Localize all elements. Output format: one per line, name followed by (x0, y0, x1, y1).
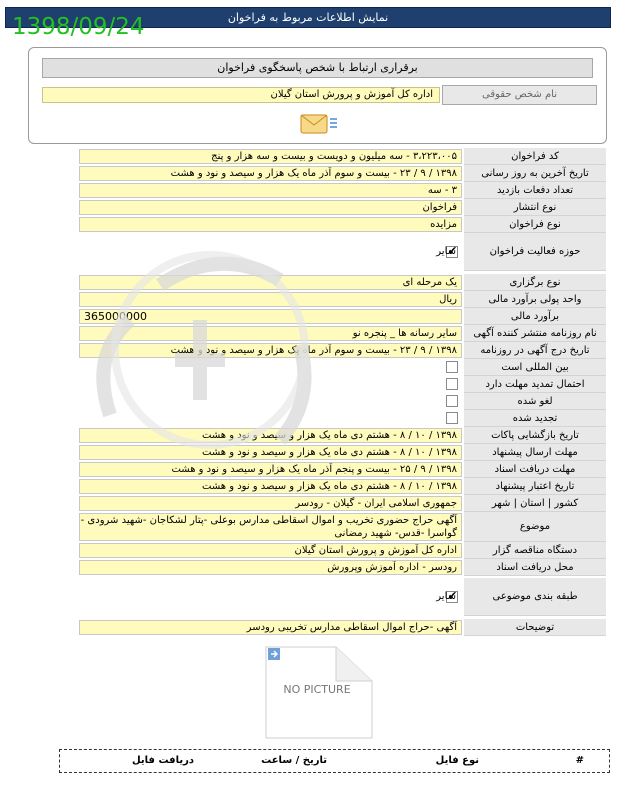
field-row-3 (79, 199, 606, 216)
activity-area-option: سایر (436, 246, 456, 257)
page-header: نمایش اطلاعات مربوط به فراخوان (5, 7, 611, 28)
submission-deadline-label: مهلت ارسال پیشنهاد (464, 444, 606, 461)
newspaper-date-label: تاریخ درج آگهی در روزنامه (464, 342, 606, 359)
renewed-checkbox[interactable] (446, 412, 458, 424)
visit-count-label: تعداد دفعات بازدید (464, 182, 606, 199)
cancelled-checkbox[interactable] (446, 395, 458, 407)
field-row-19 (79, 495, 606, 512)
classification-option: سایر (436, 591, 456, 602)
international-label: بین المللی است (464, 359, 606, 376)
location-label: کشور | استان | شهر (464, 495, 606, 512)
field-row-14 (79, 410, 606, 427)
field-row-24 (79, 619, 606, 636)
holding-type-label: نوع برگزاری (464, 274, 606, 291)
tender-code-value: ۳،۲۲۳،۰۰۵ - سه میلیون و دویست و بیست و سه هزار و پنج (79, 149, 462, 164)
opening-date-label: تاریخ بازگشایی پاکات (464, 427, 606, 444)
extension-checkbox[interactable] (446, 378, 458, 390)
date-stamp: 1398/09/24 (12, 14, 145, 40)
field-row-2 (79, 182, 606, 199)
validity-date-value: ۱۳۹۸ / ۱۰ / ۸ - هشتم دی ماه یک هزار و سیصد و نود و هشت (79, 479, 462, 494)
no-picture-image (264, 645, 374, 740)
tender-code-label: کد فراخوان (464, 148, 606, 165)
field-row-12 (79, 376, 606, 393)
publish-type-value: فراخوان (79, 200, 462, 215)
tender-type-label: نوع فراخوان (464, 216, 606, 233)
field-row-13 (79, 393, 606, 410)
field-row-10 (79, 342, 606, 359)
field-row-16 (79, 444, 606, 461)
field-row-5 (79, 233, 606, 271)
files-col-datetime: تاریخ / ساعت (261, 755, 327, 766)
field-row-21 (79, 542, 606, 559)
activity-area-label: حوزه فعالیت فراخوان (464, 233, 606, 271)
visit-count-value: ۳ - سه (79, 183, 462, 198)
field-row-15 (79, 427, 606, 444)
no-picture-text: NO PICTURE (283, 683, 351, 696)
validity-date-label: تاریخ اعتبار پیشنهاد (464, 478, 606, 495)
field-row-0 (79, 148, 606, 165)
document-place-value: رودسر - اداره آموزش وپرورش (79, 560, 462, 575)
estimate-label: برآورد مالی (464, 308, 606, 325)
international-checkbox[interactable] (446, 361, 458, 373)
location-value: جمهوری اسلامی ایران - گیلان - رودسر (79, 496, 462, 511)
document-deadline-label: مهلت دریافت اسناد (464, 461, 606, 478)
extension-label: احتمال تمدید مهلت دارد (464, 376, 606, 393)
field-row-4 (79, 216, 606, 233)
files-col-download: دریافت فایل (132, 755, 194, 766)
contact-panel (28, 47, 607, 144)
classification-value (79, 579, 462, 615)
document-place-label: محل دریافت اسناد (464, 559, 606, 576)
description-label: توضیحات (464, 619, 606, 636)
opening-date-value: ۱۳۹۸ / ۱۰ / ۸ - هشتم دی ماه یک هزار و سیصد و نود و هشت (79, 428, 462, 443)
renewed-label: تجدید شده (464, 410, 606, 427)
subject-label: موضوع (464, 512, 606, 542)
field-row-11 (79, 359, 606, 376)
cancelled-label: لغو شده (464, 393, 606, 410)
classification-label: طبقه بندی موضوعی (464, 578, 606, 616)
files-table-header (59, 749, 610, 773)
legal-person-value: اداره کل آموزش و پرورش استان گیلان (42, 87, 440, 103)
contact-panel-title: برقراری ارتباط با شخص پاسخگوی فراخوان (42, 58, 593, 78)
field-row-8 (79, 308, 606, 325)
currency-value: ریال (79, 292, 462, 307)
cancelled-value (79, 394, 462, 409)
subject-value: آگهی حراج حضوری تخریب و اموال اسقاطی مدارس بوعلی -پتار لشکاجان -شهید شرودی - گواسرا -قدس- شهید رمضانی (79, 513, 462, 541)
newspaper-value: سایر رسانه ها _ پنجره نو (79, 326, 462, 341)
extension-value (79, 377, 462, 392)
submission-deadline-value: ۱۳۹۸ / ۱۰ / ۸ - هشتم دی ماه یک هزار و سیصد و نود و هشت (79, 445, 462, 460)
publish-type-label: نوع انتشار (464, 199, 606, 216)
legal-person-label: نام شخص حقوقی (442, 85, 597, 105)
holding-type-value: یک مرحله ای (79, 275, 462, 290)
renewed-value (79, 411, 462, 426)
field-row-17 (79, 461, 606, 478)
files-col-type: نوع فایل (435, 755, 479, 766)
document-deadline-value: ۱۳۹۸ / ۹ / ۲۵ - بیست و پنجم آذر ماه یک هزار و سیصد و نود و هشت (79, 462, 462, 477)
field-row-22 (79, 559, 606, 576)
field-row-1 (79, 165, 606, 182)
last-update-value: ۱۳۹۸ / ۹ / ۲۳ - بیست و سوم آذر ماه یک هزار و سیصد و نود و هشت (79, 166, 462, 181)
estimate-value: 365000000 (79, 309, 462, 324)
field-row-7 (79, 291, 606, 308)
tender-type-value: مزایده (79, 217, 462, 232)
international-value (79, 360, 462, 375)
field-row-9 (79, 325, 606, 342)
organizer-value: اداره کل آموزش و پرورش استان گیلان (79, 543, 462, 558)
organizer-label: دستگاه مناقصه گزار (464, 542, 606, 559)
field-row-20 (79, 512, 606, 542)
field-row-6 (79, 274, 606, 291)
envelope-icon[interactable] (299, 111, 339, 137)
field-row-23 (79, 578, 606, 616)
last-update-label: تاریخ آخرین به روز رسانی (464, 165, 606, 182)
activity-area-value (79, 234, 462, 270)
files-col-number: # (575, 755, 584, 766)
description-value: آگهی -حراج اموال اسقاطی مدارس تخریبی رودسر (79, 620, 462, 635)
newspaper-date-value: ۱۳۹۸ / ۹ / ۲۳ - بیست و سوم آذر ماه یک هزار و سیصد و نود و هشت (79, 343, 462, 358)
currency-label: واحد پولی برآورد مالی (464, 291, 606, 308)
newspaper-label: نام روزنامه منتشر کننده آگهی (464, 325, 606, 342)
field-row-18 (79, 478, 606, 495)
